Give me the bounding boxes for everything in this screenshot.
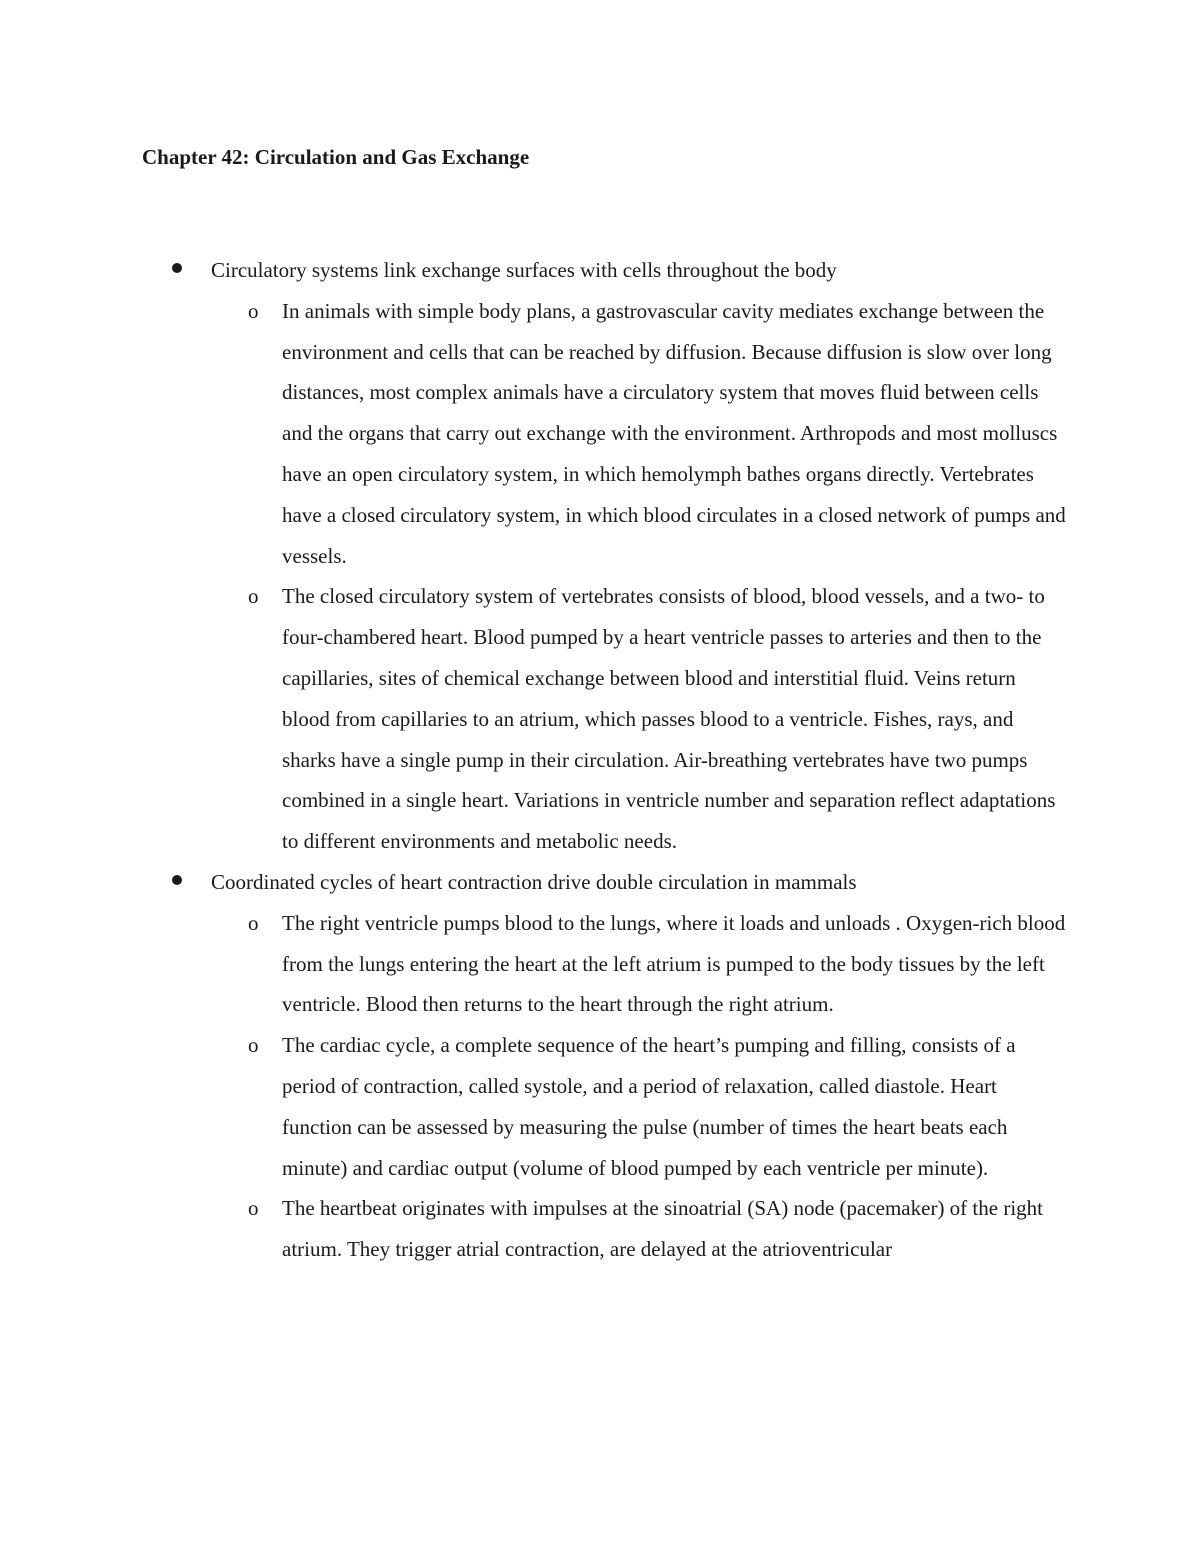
sub-item [0,903,1200,1025]
sub-item [0,291,1200,577]
bullet-item [0,862,1200,1270]
bullet-heading: Coordinated cycles of heart contraction drive double circulation in mammals [211,869,857,894]
sub-item [0,576,1200,862]
sub-item-text: The closed circulatory system of vertebrates consists of blood, blood vessels, and a two- to four-chambered heart. Blood pumped by a heart ventricle passes to arteries and then to the capillaries, sites of chemical exchange between blood and interstitial fluid. Veins return blood from capillaries to an atrium, which passes blood to a ventricle. Fishes, rays, and sharks have a single pump in their circulation. Air-breathing vertebrates have two pumps combined in a single heart. Variations in ventricle number and separation reflect adaptations to different environments and metabolic needs. [282,584,1056,854]
sub-list [0,291,1200,862]
sub-item [0,1188,1200,1270]
hollow-bullet-icon: o [248,910,259,935]
bullet-heading: Circulatory systems link exchange surfaces with cells throughout the body [211,258,837,282]
page-title: Chapter 42: Circulation and Gas Exchange [142,145,530,169]
sub-item-text: The right ventricle pumps blood to the lungs, where it loads and unloads . Oxygen-rich blood from the lungs entering the heart at the left atrium is pumped to the body tissues by the left ventricle. Blood then returns to the heart through the right atrium. [282,910,1066,1017]
hollow-bullet-icon: o [248,298,259,323]
sub-item-text: In animals with simple body plans, a gastrovascular cavity mediates exchange between the environment and cells that can be reached by diffusion. Because diffusion is slow over long distances, most complex animals have a circulatory system that moves fluid between cells and the organs that carry out exchange with the environment. Arthropods and most molluscs have an open circulatory system, in which hemolymph bathes organs directly. Vertebrates have a closed circulatory system, in which blood circulates in a closed network of pumps and vessels. [282,298,1066,568]
bullet-icon [172,875,182,885]
sub-list [0,903,1200,1270]
sub-item [0,1025,1200,1188]
sub-item-text: The cardiac cycle, a complete sequence of the heart’s pumping and filling, consists of a period of contraction, called systole, and a period of relaxation, called diastole. Heart function can be assessed by measuring the pulse (number of times the heart beats each minute) and cardiac output (volume of blood pumped by each ventricle per minute). [282,1033,1016,1180]
hollow-bullet-icon: o [248,1196,259,1221]
outline-list [0,250,1200,1270]
sub-item-text: The heartbeat originates with impulses at the sinoatrial (SA) node (pacemaker) of the right atrium. They trigger atrial contraction, are delayed at the atrioventricular [282,1196,1043,1262]
bullet-icon [172,263,182,273]
bullet-item [0,250,1200,862]
hollow-bullet-icon: o [248,1033,259,1058]
hollow-bullet-icon: o [248,584,259,609]
